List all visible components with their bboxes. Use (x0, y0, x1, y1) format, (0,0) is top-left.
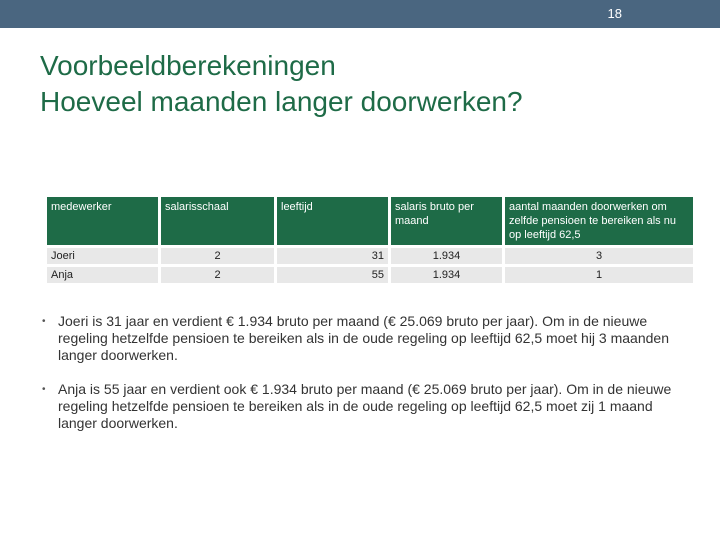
cell-salarisschaal: 2 (161, 267, 274, 283)
table-header-row (47, 197, 693, 245)
bullet-list (42, 313, 682, 449)
cell-salaris: 1.934 (391, 248, 502, 264)
bullet-text: Anja is 55 jaar en verdient ook € 1.934 bruto per maand (€ 25.069 bruto per jaar). Om in de nieuwe regeling hetzelfde pensioen te bereiken als in de oude regeling op leeftijd 62,5 moet zij 1 maand langer doorwerken. (58, 381, 672, 431)
cell-leeftijd: 55 (277, 267, 388, 283)
header-aantal-maanden: aantal maanden doorwerken om zelfde pensioen te bereiken als nu op leeftijd 62,5 (505, 197, 693, 245)
table-row (47, 267, 693, 283)
header-salaris: salaris bruto per maand (391, 197, 502, 245)
top-bar (0, 0, 720, 28)
cell-salaris: 1.934 (391, 267, 502, 283)
example-table (44, 194, 696, 286)
cell-leeftijd: 31 (277, 248, 388, 264)
title-line-1: Voorbeeldberekeningen (40, 50, 336, 81)
bullet-item (42, 381, 682, 432)
slide-title (40, 48, 523, 120)
title-line-2: Hoeveel maanden langer doorwerken? (40, 86, 523, 117)
bullet-dot-icon: • (42, 384, 46, 395)
bullet-text: Joeri is 31 jaar en verdient € 1.934 bruto per maand (€ 25.069 bruto per jaar). Om in de nieuwe regeling hetzelfde pensioen te bereiken als in de oude regeling op leeftijd 62,5 moet hij 3 maanden langer doorwerken. (58, 313, 669, 363)
header-salarisschaal: salarisschaal (161, 197, 274, 245)
header-medewerker: medewerker (47, 197, 158, 245)
slide-number: 18 (607, 6, 622, 21)
cell-medewerker: Anja (47, 267, 158, 283)
cell-salarisschaal: 2 (161, 248, 274, 264)
cell-aantal-maanden: 1 (505, 267, 693, 283)
header-leeftijd: leeftijd (277, 197, 388, 245)
bullet-item (42, 313, 682, 364)
table-row (47, 248, 693, 264)
cell-aantal-maanden: 3 (505, 248, 693, 264)
cell-medewerker: Joeri (47, 248, 158, 264)
bullet-dot-icon: • (42, 316, 46, 327)
